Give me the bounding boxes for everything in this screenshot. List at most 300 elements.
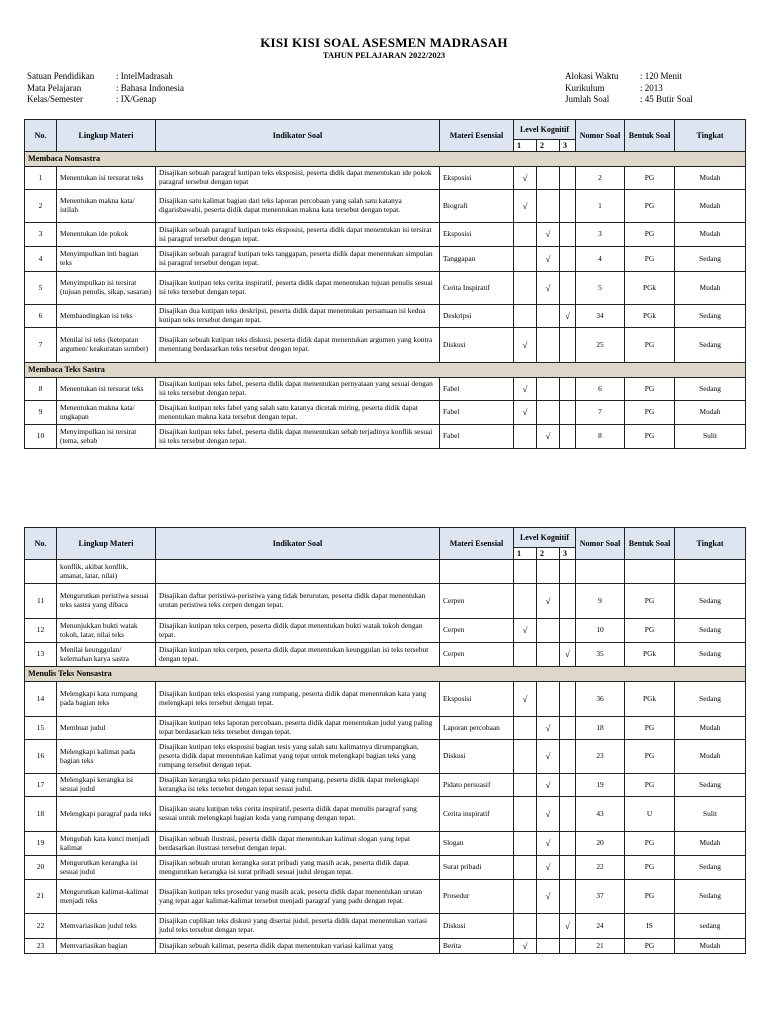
cell-lingkup-materi: Menunjukkan bukti watak tokoh, latar, nilai teks [57, 619, 156, 643]
cell-bentuk-soal: PG [625, 223, 675, 247]
cell-level-1 [514, 305, 537, 328]
cell-lingkup-materi: Menentukan ide pokok [57, 223, 156, 247]
cell-level-2-check: √ [537, 832, 560, 856]
table-row [25, 560, 746, 584]
cell-level-3 [560, 401, 576, 425]
cell-level-3 [560, 717, 576, 740]
cell-materi-esensial: Eksposisi [440, 223, 514, 247]
cell-indikator-soal: Disajikan sebuah paragraf kutipan teks eksposisi, peserta didik dapat menentukan isi tersirat isi paragraf tersebut dengan tepat. [156, 223, 440, 247]
col-level-1: 1 [514, 548, 537, 560]
col-bentuk-soal: Bentuk Soal [625, 528, 675, 560]
cell-lingkup-materi: Mengurutkan kalimat-kalimat menjadi teks [57, 880, 156, 914]
cell-nomor-soal: 20 [576, 832, 625, 856]
cell-indikator-soal: Disajikan kutipan teks prosedur yang masih acak, peserta didik dapat menentukan urutan yang tepat agar kalimat-kalimat tersebut menjadi paragraf yang padu dengan tepat. [156, 880, 440, 914]
cell-tingkat: Sedang [675, 856, 746, 880]
cell-materi-esensial: Slogan [440, 832, 514, 856]
cell-materi-esensial: Diskusi [440, 328, 514, 363]
col-materi-esensial: Materi Esensial [440, 528, 514, 560]
meta-value: : IntelMadrasah [116, 71, 173, 81]
cell-level-1-check: √ [514, 328, 537, 363]
cell-indikator-soal: Disajikan kutipan teks cerpen, peserta didik dapat menentukan bukti watak tokoh dengan tepat. [156, 619, 440, 643]
cell-level-3 [560, 167, 576, 190]
table-row [25, 774, 746, 797]
cell-no: 18 [25, 797, 57, 832]
cell-no: 2 [25, 190, 57, 223]
cell-nomor-soal: 9 [576, 584, 625, 619]
section-title: Menulis Teks Nonsastra [25, 667, 746, 682]
cell-level-3 [560, 190, 576, 223]
cell-lingkup-materi: Menilai isi teks (ketepatan argumen/ keakuratan sumber) [57, 328, 156, 363]
cell-no: 7 [25, 328, 57, 363]
cell-indikator-soal: Disajikan sebuah kalimat, peserta didik dapat menentukan variasi kalimat yang [156, 939, 440, 954]
identity-info-left [27, 71, 184, 106]
table-row [25, 328, 746, 363]
col-indikator-soal: Indikator Soal [156, 120, 440, 152]
meta-row [565, 94, 693, 106]
cell-level-1 [514, 247, 537, 272]
meta-value: : 120 Menit [640, 71, 682, 81]
cell-bentuk-soal: PG [625, 584, 675, 619]
section-title: Membaca Teks Sastra [25, 363, 746, 378]
cell-no: 23 [25, 939, 57, 954]
cell-level-3 [560, 939, 576, 954]
cell-tingkat: Sulit [675, 425, 746, 449]
cell-lingkup-materi: Menentukan makna kata/ ungkapan [57, 401, 156, 425]
cell-materi-esensial: Biografi [440, 190, 514, 223]
cell-no: 16 [25, 740, 57, 774]
table-row [25, 584, 746, 619]
cell-no: 14 [25, 682, 57, 717]
cell-level-1-check: √ [514, 190, 537, 223]
cell-tingkat: Mudah [675, 167, 746, 190]
cell-nomor-soal: 19 [576, 774, 625, 797]
cell-nomor-soal: 37 [576, 880, 625, 914]
table-row [25, 682, 746, 717]
meta-label: Satuan Pendidikan [27, 71, 95, 81]
cell-nomor-soal: 7 [576, 401, 625, 425]
cell-materi-esensial: Fabel [440, 425, 514, 449]
meta-value: : 2013 [640, 82, 663, 93]
meta-label: Jumlah Soal [565, 94, 610, 104]
cell-materi-esensial: Pidato persuasif [440, 774, 514, 797]
cell-level-1 [514, 774, 537, 797]
cell-level-3-check: √ [560, 914, 576, 939]
table-row [25, 305, 746, 328]
cell-level-2-check: √ [537, 880, 560, 914]
section-row [25, 152, 746, 167]
meta-row [27, 94, 184, 106]
cell-materi-esensial: Cerpen [440, 619, 514, 643]
cell-level-1-check: √ [514, 939, 537, 954]
cell-tingkat: Mudah [675, 939, 746, 954]
cell-lingkup-materi: Memvariasikan judul teks [57, 914, 156, 939]
cell-tingkat [675, 560, 746, 584]
cell-no: 22 [25, 914, 57, 939]
cell-nomor-soal: 1 [576, 190, 625, 223]
cell-level-1 [514, 832, 537, 856]
cell-level-2 [537, 914, 560, 939]
cell-lingkup-materi: Menentukan isi tersurat teks [57, 167, 156, 190]
meta-value: : 45 Butir Soal [640, 94, 693, 104]
cell-level-3-check: √ [560, 305, 576, 328]
table-header [25, 120, 746, 152]
cell-level-1 [514, 914, 537, 939]
table-row [25, 643, 746, 667]
cell-level-1 [514, 584, 537, 619]
meta-value: : IX/Genap [116, 94, 157, 104]
cell-materi-esensial: Tanggapan [440, 247, 514, 272]
cell-lingkup-materi: Melengkapi kata rumpang pada bagian teks [57, 682, 156, 717]
cell-level-2 [537, 328, 560, 363]
cell-no: 5 [25, 272, 57, 305]
cell-level-1 [514, 717, 537, 740]
cell-no: 8 [25, 378, 57, 401]
table-header [25, 528, 746, 560]
cell-nomor-soal: 22 [576, 856, 625, 880]
col-level-3: 3 [560, 548, 576, 560]
cell-bentuk-soal: PGk [625, 643, 675, 667]
cell-level-2 [537, 378, 560, 401]
cell-level-3 [560, 856, 576, 880]
cell-tingkat: Sedang [675, 774, 746, 797]
cell-bentuk-soal: PG [625, 247, 675, 272]
cell-indikator-soal: Disajikan kutipan teks laporan percobaan, peserta didik dapat menentukan judul yang paling tepat berdasarkan teks tersebut dengan tepat. [156, 717, 440, 740]
cell-bentuk-soal: U [625, 797, 675, 832]
cell-level-2 [537, 305, 560, 328]
cell-indikator-soal: Disajikan sebuah urutan kerangka surat pribadi yang masih acak, peserta didik dapat mengurutkan kerangka isi surat pribadi sesuai judul dengan tepat. [156, 856, 440, 880]
cell-level-1 [514, 560, 537, 584]
cell-bentuk-soal: PG [625, 740, 675, 774]
cell-indikator-soal: Disajikan sebuah paragraf kutipan teks eksposisi, peserta didik dapat menentukan ide pokok paragraf tersebut dengan tepat [156, 167, 440, 190]
cell-indikator-soal: Disajikan kutipan teks fabel, peserta didik dapat menentukan pernyataan yang sesuai dengan isi teks tersebut dengan tepat. [156, 378, 440, 401]
cell-indikator-soal: Disajikan satu kalimat bagian dari teks laporan percobaan yang salah satu katanya digarisbawahi, peserta didik dapat menentukan makna kata tersebut dengan tepat. [156, 190, 440, 223]
cell-indikator-soal: Disajikan kutipan teks eksposisi bagian tesis yang salah satu kalimatnya dirumpangkan, peserta didik dapat menentukan kalimat yang tepat untuk melengkapi bagian teks yang rumpang tersebut dengan tepat. [156, 740, 440, 774]
cell-no: 17 [25, 774, 57, 797]
cell-tingkat: Sedang [675, 305, 746, 328]
cell-indikator-soal: Disajikan kutipan teks fabel, peserta didik dapat menentukan sebab terjadinya konflik sesuai isi teks tersebut dengan tepat. [156, 425, 440, 449]
cell-level-3 [560, 425, 576, 449]
cell-tingkat: Sedang [675, 880, 746, 914]
table-row [25, 832, 746, 856]
cell-bentuk-soal: PG [625, 401, 675, 425]
cell-lingkup-materi: Membandingkan isi teks [57, 305, 156, 328]
cell-nomor-soal: 21 [576, 939, 625, 954]
cell-tingkat: Mudah [675, 272, 746, 305]
cell-level-1 [514, 272, 537, 305]
cell-level-2-check: √ [537, 272, 560, 305]
cell-indikator-soal: Disajikan daftar peristiwa-peristiwa yang tidak berurutan, peserta didik dapat menentukan urutan peristiwa teks cerpen dengan tepat. [156, 584, 440, 619]
cell-nomor-soal: 35 [576, 643, 625, 667]
cell-bentuk-soal: PG [625, 717, 675, 740]
cell-lingkup-materi: Mengubah kata kunci menjadi kalimat [57, 832, 156, 856]
cell-level-1-check: √ [514, 619, 537, 643]
cell-level-3 [560, 223, 576, 247]
cell-level-2-check: √ [537, 856, 560, 880]
meta-row [27, 71, 184, 83]
cell-level-1 [514, 223, 537, 247]
cell-lingkup-materi: Menilai keunggulan/ kelemahan karya sastra [57, 643, 156, 667]
cell-level-1 [514, 425, 537, 449]
col-nomor-soal: Nomor Soal [576, 528, 625, 560]
cell-bentuk-soal: PG [625, 619, 675, 643]
cell-materi-esensial: Deskripsi [440, 305, 514, 328]
col-level-kognitif: Level Kognitif [514, 120, 576, 140]
cell-level-2-check: √ [537, 425, 560, 449]
table-row [25, 378, 746, 401]
cell-nomor-soal: 2 [576, 167, 625, 190]
cell-no [25, 560, 57, 584]
cell-no: 10 [25, 425, 57, 449]
cell-indikator-soal: Disajikan dua kutipan teks deskripsi, peserta didik dapat menentukan persamaan isi kedua kutipan teks tersebut dengan tepat. [156, 305, 440, 328]
cell-no: 6 [25, 305, 57, 328]
table-row [25, 272, 746, 305]
table-row [25, 167, 746, 190]
cell-bentuk-soal: PG [625, 880, 675, 914]
cell-lingkup-materi: Menyimpulkan inti bagian teks [57, 247, 156, 272]
meta-label: Alokasi Waktu [565, 71, 619, 81]
table-row [25, 717, 746, 740]
cell-lingkup-materi: Menyimpulkan isi tersirat (tujuan penulis, sikap, sasaran) [57, 272, 156, 305]
cell-no: 3 [25, 223, 57, 247]
col-tingkat: Tingkat [675, 120, 746, 152]
table-row [25, 740, 746, 774]
cell-lingkup-materi: Menentukan makna kata/ istilah [57, 190, 156, 223]
cell-level-2-check: √ [537, 717, 560, 740]
cell-bentuk-soal: PG [625, 425, 675, 449]
cell-lingkup-materi: Melengkapi paragraf pada teks [57, 797, 156, 832]
cell-indikator-soal: Disajikan sebuah ilustrasi, peserta didik dapat menentukan kalimat slogan yang tepat berdasarkan ilustrasi tersebut dengan tepat. [156, 832, 440, 856]
cell-indikator-soal: Disajikan kutipan teks cerpen, peserta didik dapat menentukan keunggulan isi teks tersebut dengan tepat. [156, 643, 440, 667]
cell-level-2 [537, 682, 560, 717]
cell-no: 15 [25, 717, 57, 740]
cell-bentuk-soal: PGk [625, 682, 675, 717]
document-title: KISI KISI SOAL ASESMEN MADRASAH [260, 35, 508, 50]
col-no: No. [25, 120, 57, 152]
grid-table-page-1 [24, 119, 746, 449]
cell-level-1-check: √ [514, 167, 537, 190]
cell-materi-esensial: Fabel [440, 378, 514, 401]
cell-bentuk-soal: PG [625, 832, 675, 856]
cell-materi-esensial: Prosedur [440, 880, 514, 914]
col-nomor-soal: Nomor Soal [576, 120, 625, 152]
cell-indikator-soal: Disajikan cuplikan teks diskusi yang disertai judul, peserta didik dapat menentukan variasi judul teks tersebut dengan tepat. [156, 914, 440, 939]
table-row [25, 223, 746, 247]
table-row [25, 914, 746, 939]
cell-level-2 [537, 190, 560, 223]
meta-row [27, 83, 184, 95]
col-tingkat: Tingkat [675, 528, 746, 560]
cell-level-1 [514, 797, 537, 832]
meta-label: Kelas/Semester [27, 94, 83, 104]
cell-level-3 [560, 584, 576, 619]
cell-tingkat: Mudah [675, 223, 746, 247]
cell-no: 9 [25, 401, 57, 425]
cell-level-2 [537, 167, 560, 190]
cell-level-3 [560, 560, 576, 584]
cell-level-3 [560, 797, 576, 832]
section-title: Membaca Nonsastra [25, 152, 746, 167]
cell-bentuk-soal: PG [625, 856, 675, 880]
cell-nomor-soal: 36 [576, 682, 625, 717]
cell-tingkat: sedang [675, 914, 746, 939]
table-row [25, 880, 746, 914]
table-row [25, 939, 746, 954]
cell-nomor-soal: 5 [576, 272, 625, 305]
cell-indikator-soal: Disajikan sebuah kutipan teks diskusi, peserta didik dapat menentukan argumen yang kontra menentang berdasarkan teks tersebut dengan tepat. [156, 328, 440, 363]
cell-level-3-check: √ [560, 643, 576, 667]
cell-tingkat: Sedang [675, 584, 746, 619]
cell-tingkat: Mudah [675, 190, 746, 223]
cell-level-3 [560, 774, 576, 797]
cell-materi-esensial: Eksposisi [440, 167, 514, 190]
cell-indikator-soal [156, 560, 440, 584]
cell-level-1-check: √ [514, 401, 537, 425]
cell-tingkat: Mudah [675, 717, 746, 740]
cell-materi-esensial: Cerpen [440, 584, 514, 619]
cell-level-2-check: √ [537, 797, 560, 832]
cell-materi-esensial: Diskusi [440, 914, 514, 939]
cell-nomor-soal [576, 560, 625, 584]
cell-bentuk-soal [625, 560, 675, 584]
cell-level-3 [560, 378, 576, 401]
cell-level-3 [560, 247, 576, 272]
cell-tingkat: Mudah [675, 740, 746, 774]
cell-materi-esensial: Diskusi [440, 740, 514, 774]
table-row [25, 247, 746, 272]
cell-level-2 [537, 619, 560, 643]
cell-lingkup-materi: Menyimpulkan isi tersirat (tema, sebab [57, 425, 156, 449]
cell-no: 1 [25, 167, 57, 190]
cell-indikator-soal: Disajikan kerangka teks pidato persuasif yang rumpang, peserta didik dapat melengkapi kerangka isi teks tersebut dengan tepat sesuai judul. [156, 774, 440, 797]
cell-materi-esensial: Eksposisi [440, 682, 514, 717]
cell-bentuk-soal: PG [625, 939, 675, 954]
cell-level-2 [537, 401, 560, 425]
cell-tingkat: Sedang [675, 619, 746, 643]
cell-materi-esensial: Laporan percobaan [440, 717, 514, 740]
cell-tingkat: Sedang [675, 643, 746, 667]
col-level-3: 3 [560, 140, 576, 152]
cell-level-2 [537, 939, 560, 954]
grid-table-page-2 [24, 527, 746, 954]
cell-lingkup-materi: Mengurutkan peristiwa sesuai teks sastra yang dibaca [57, 584, 156, 619]
cell-level-2-check: √ [537, 247, 560, 272]
table-row [25, 425, 746, 449]
cell-level-3 [560, 880, 576, 914]
cell-bentuk-soal: PG [625, 774, 675, 797]
cell-level-2-check: √ [537, 740, 560, 774]
cell-level-2-check: √ [537, 223, 560, 247]
cell-no: 11 [25, 584, 57, 619]
cell-level-1-check: √ [514, 682, 537, 717]
cell-level-3 [560, 740, 576, 774]
cell-lingkup-materi: Melengkapi kalimat pada bagian teks [57, 740, 156, 774]
cell-level-3 [560, 619, 576, 643]
cell-indikator-soal: Disajikan sebuah paragraf kutipan teks tanggapan, peserta didik dapat menentukan simpulan isi paragraf tersebut dengan tepat. [156, 247, 440, 272]
cell-nomor-soal: 23 [576, 740, 625, 774]
meta-label: Mata Pelajaran [27, 82, 82, 93]
cell-materi-esensial: Fabel [440, 401, 514, 425]
cell-level-2 [537, 643, 560, 667]
cell-materi-esensial: Cerita Inspiratif [440, 272, 514, 305]
cell-tingkat: Sedang [675, 682, 746, 717]
cell-no: 4 [25, 247, 57, 272]
table-row [25, 856, 746, 880]
cell-bentuk-soal: IS [625, 914, 675, 939]
cell-lingkup-materi: Mengurutkan kerangka isi sesuai judul [57, 856, 156, 880]
cell-indikator-soal: Disajikan kutipan teks cerita inspiratif, peserta didik dapat menentukan tujuan penulis sesuai isi teks tersebut dengan tepat. [156, 272, 440, 305]
cell-indikator-soal: Disajikan suatu kutipan teks cerita inspiratif, peserta didik dapat menulis paragraf yang sesuai untuk melengkapi bagian koda yang rumpang dengan tepat. [156, 797, 440, 832]
col-no: No. [25, 528, 57, 560]
cell-lingkup-materi: konflik, akibat konflik, amanat, latar, nilai) [57, 560, 156, 584]
cell-indikator-soal: Disajikan kutipan teks fabel yang salah satu katanya dicetak miring, peserta didik dapat menentukan makna kata tersebut dengan tepat. [156, 401, 440, 425]
cell-level-2-check: √ [537, 774, 560, 797]
cell-tingkat: Sedang [675, 328, 746, 363]
cell-lingkup-materi: Memvariasikan bagian [57, 939, 156, 954]
cell-nomor-soal: 4 [576, 247, 625, 272]
meta-value: : Bahasa Indonesia [116, 82, 184, 93]
col-level-kognitif: Level Kognitif [514, 528, 576, 548]
section-row [25, 363, 746, 378]
cell-no: 12 [25, 619, 57, 643]
cell-tingkat: Sulit [675, 797, 746, 832]
cell-materi-esensial: Cerita inspiratif [440, 797, 514, 832]
cell-level-3 [560, 328, 576, 363]
cell-level-1 [514, 856, 537, 880]
cell-indikator-soal: Disajikan kutipan teks eksposisi yang rumpang, peserta didik dapat menentukan kata yang melengkapi teks tersebut dengan tepat. [156, 682, 440, 717]
cell-materi-esensial [440, 560, 514, 584]
cell-bentuk-soal: PG [625, 328, 675, 363]
cell-level-3 [560, 272, 576, 305]
col-level-1: 1 [514, 140, 537, 152]
cell-no: 13 [25, 643, 57, 667]
col-level-2: 2 [537, 140, 560, 152]
cell-materi-esensial: Cerpen [440, 643, 514, 667]
cell-tingkat: Sedang [675, 247, 746, 272]
cell-nomor-soal: 25 [576, 328, 625, 363]
cell-level-3 [560, 682, 576, 717]
cell-no: 20 [25, 856, 57, 880]
cell-bentuk-soal: PG [625, 378, 675, 401]
cell-lingkup-materi: Melengkapi kerangka isi sesuai judul [57, 774, 156, 797]
cell-level-1-check: √ [514, 378, 537, 401]
col-bentuk-soal: Bentuk Soal [625, 120, 675, 152]
cell-level-1 [514, 643, 537, 667]
cell-nomor-soal: 8 [576, 425, 625, 449]
cell-no: 21 [25, 880, 57, 914]
identity-info-right [565, 71, 693, 106]
cell-bentuk-soal: PGk [625, 272, 675, 305]
cell-tingkat: Mudah [675, 832, 746, 856]
cell-lingkup-materi: Membuat judul [57, 717, 156, 740]
cell-materi-esensial: Berita [440, 939, 514, 954]
table-row [25, 190, 746, 223]
meta-row [565, 71, 693, 83]
cell-bentuk-soal: PG [625, 190, 675, 223]
cell-bentuk-soal: PGk [625, 305, 675, 328]
cell-tingkat: Mudah [675, 401, 746, 425]
document-subtitle: TAHUN PELAJARAN 2022/2023 [322, 50, 446, 60]
cell-lingkup-materi: Menentukan isi tersurat teks [57, 378, 156, 401]
col-indikator-soal: Indikator Soal [156, 528, 440, 560]
col-level-2: 2 [537, 548, 560, 560]
cell-bentuk-soal: PG [625, 167, 675, 190]
cell-nomor-soal: 34 [576, 305, 625, 328]
cell-materi-esensial: Surat pribadi [440, 856, 514, 880]
cell-nomor-soal: 3 [576, 223, 625, 247]
cell-nomor-soal: 43 [576, 797, 625, 832]
cell-nomor-soal: 24 [576, 914, 625, 939]
cell-level-1 [514, 880, 537, 914]
